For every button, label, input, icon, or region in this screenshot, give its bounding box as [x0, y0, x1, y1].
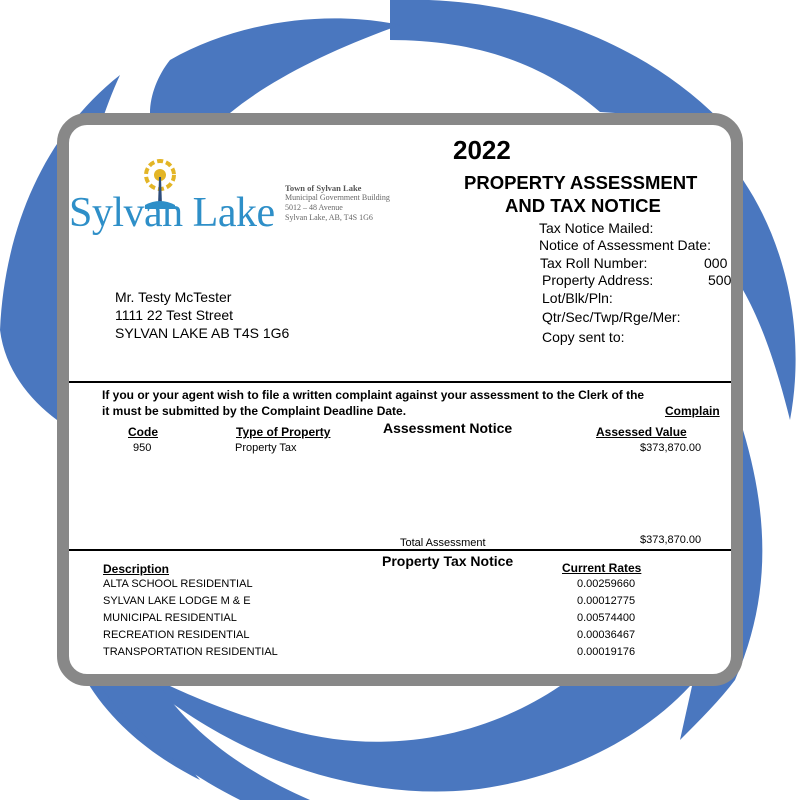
tax-rate: 0.00036467 — [577, 629, 636, 641]
tax-description: ALTA SCHOOL RESIDENTIAL — [103, 578, 253, 590]
col-header-type: Type of Property — [236, 425, 331, 439]
property-address-value: 500 — [708, 272, 732, 288]
col-header-description: Description — [103, 562, 170, 576]
col-header-current-rates: Current Rates — [562, 561, 642, 575]
tax-description: MUNICIPAL RESIDENTIAL — [103, 612, 237, 624]
notice-year: 2022 — [453, 135, 511, 165]
recipient-city: SYLVAN LAKE AB T4S 1G6 — [115, 325, 290, 341]
tax-description: RECREATION RESIDENTIAL — [103, 629, 250, 641]
complaint-text-line2: it must be submitted by the Complaint Deadline Date. — [102, 404, 407, 418]
total-assessment-label: Total Assessment — [400, 537, 486, 549]
notice-title-line1: PROPERTY ASSESSMENT — [464, 172, 698, 193]
complaint-link[interactable]: Complain — [665, 404, 720, 418]
tax-rate: 0.00012775 — [577, 595, 636, 607]
field-label: Copy sent to: — [542, 329, 625, 345]
assessment-code: 950 — [133, 442, 152, 454]
tax-notice-document — [57, 113, 743, 686]
total-assessment-value: $373,870.00 — [640, 534, 702, 546]
field-label: Qtr/Sec/Twp/Rge/Mer: — [542, 309, 681, 325]
section-divider — [69, 381, 731, 383]
assessment-section-title: Assessment Notice — [383, 420, 513, 436]
field-label: Notice of Assessment Date: — [539, 237, 711, 253]
section-divider — [69, 549, 731, 551]
logo-wordmark: Sylvan Lake — [69, 190, 275, 236]
org-line: 5012 – 48 Avenue — [285, 203, 343, 212]
notice-title-line2: AND TAX NOTICE — [505, 195, 661, 216]
tax-description: SYLVAN LAKE LODGE M & E — [103, 595, 251, 607]
tax-description: TRANSPORTATION RESIDENTIAL — [103, 646, 278, 658]
recipient-name: Mr. Testy McTester — [115, 289, 232, 305]
tax-roll-number-value: 000 — [704, 255, 728, 271]
tax-rate: 0.00019176 — [577, 646, 636, 658]
assessment-value: $373,870.00 — [640, 442, 702, 454]
org-line: Municipal Government Building — [285, 193, 390, 202]
tax-section-title: Property Tax Notice — [382, 553, 514, 569]
col-header-assessed-value: Assessed Value — [596, 425, 687, 439]
field-label: Lot/Blk/Pln: — [542, 290, 613, 306]
tax-rate: 0.00574400 — [577, 612, 636, 624]
org-name: Town of Sylvan Lake — [285, 183, 362, 193]
col-header-code: Code — [128, 425, 158, 439]
tax-rate: 0.00259660 — [577, 578, 636, 590]
complaint-text-line1: If you or your agent wish to file a written complaint against your assessment to the Clerk of the — [102, 388, 645, 402]
field-label: Tax Roll Number: — [540, 255, 648, 271]
recipient-street: 1111 22 Test Street — [115, 307, 234, 323]
town-address-block — [285, 183, 390, 223]
field-label: Property Address: — [542, 272, 654, 288]
org-line: Sylvan Lake, AB, T4S 1G6 — [285, 213, 373, 222]
assessment-type: Property Tax — [235, 442, 297, 454]
field-label: Tax Notice Mailed: — [539, 220, 654, 236]
